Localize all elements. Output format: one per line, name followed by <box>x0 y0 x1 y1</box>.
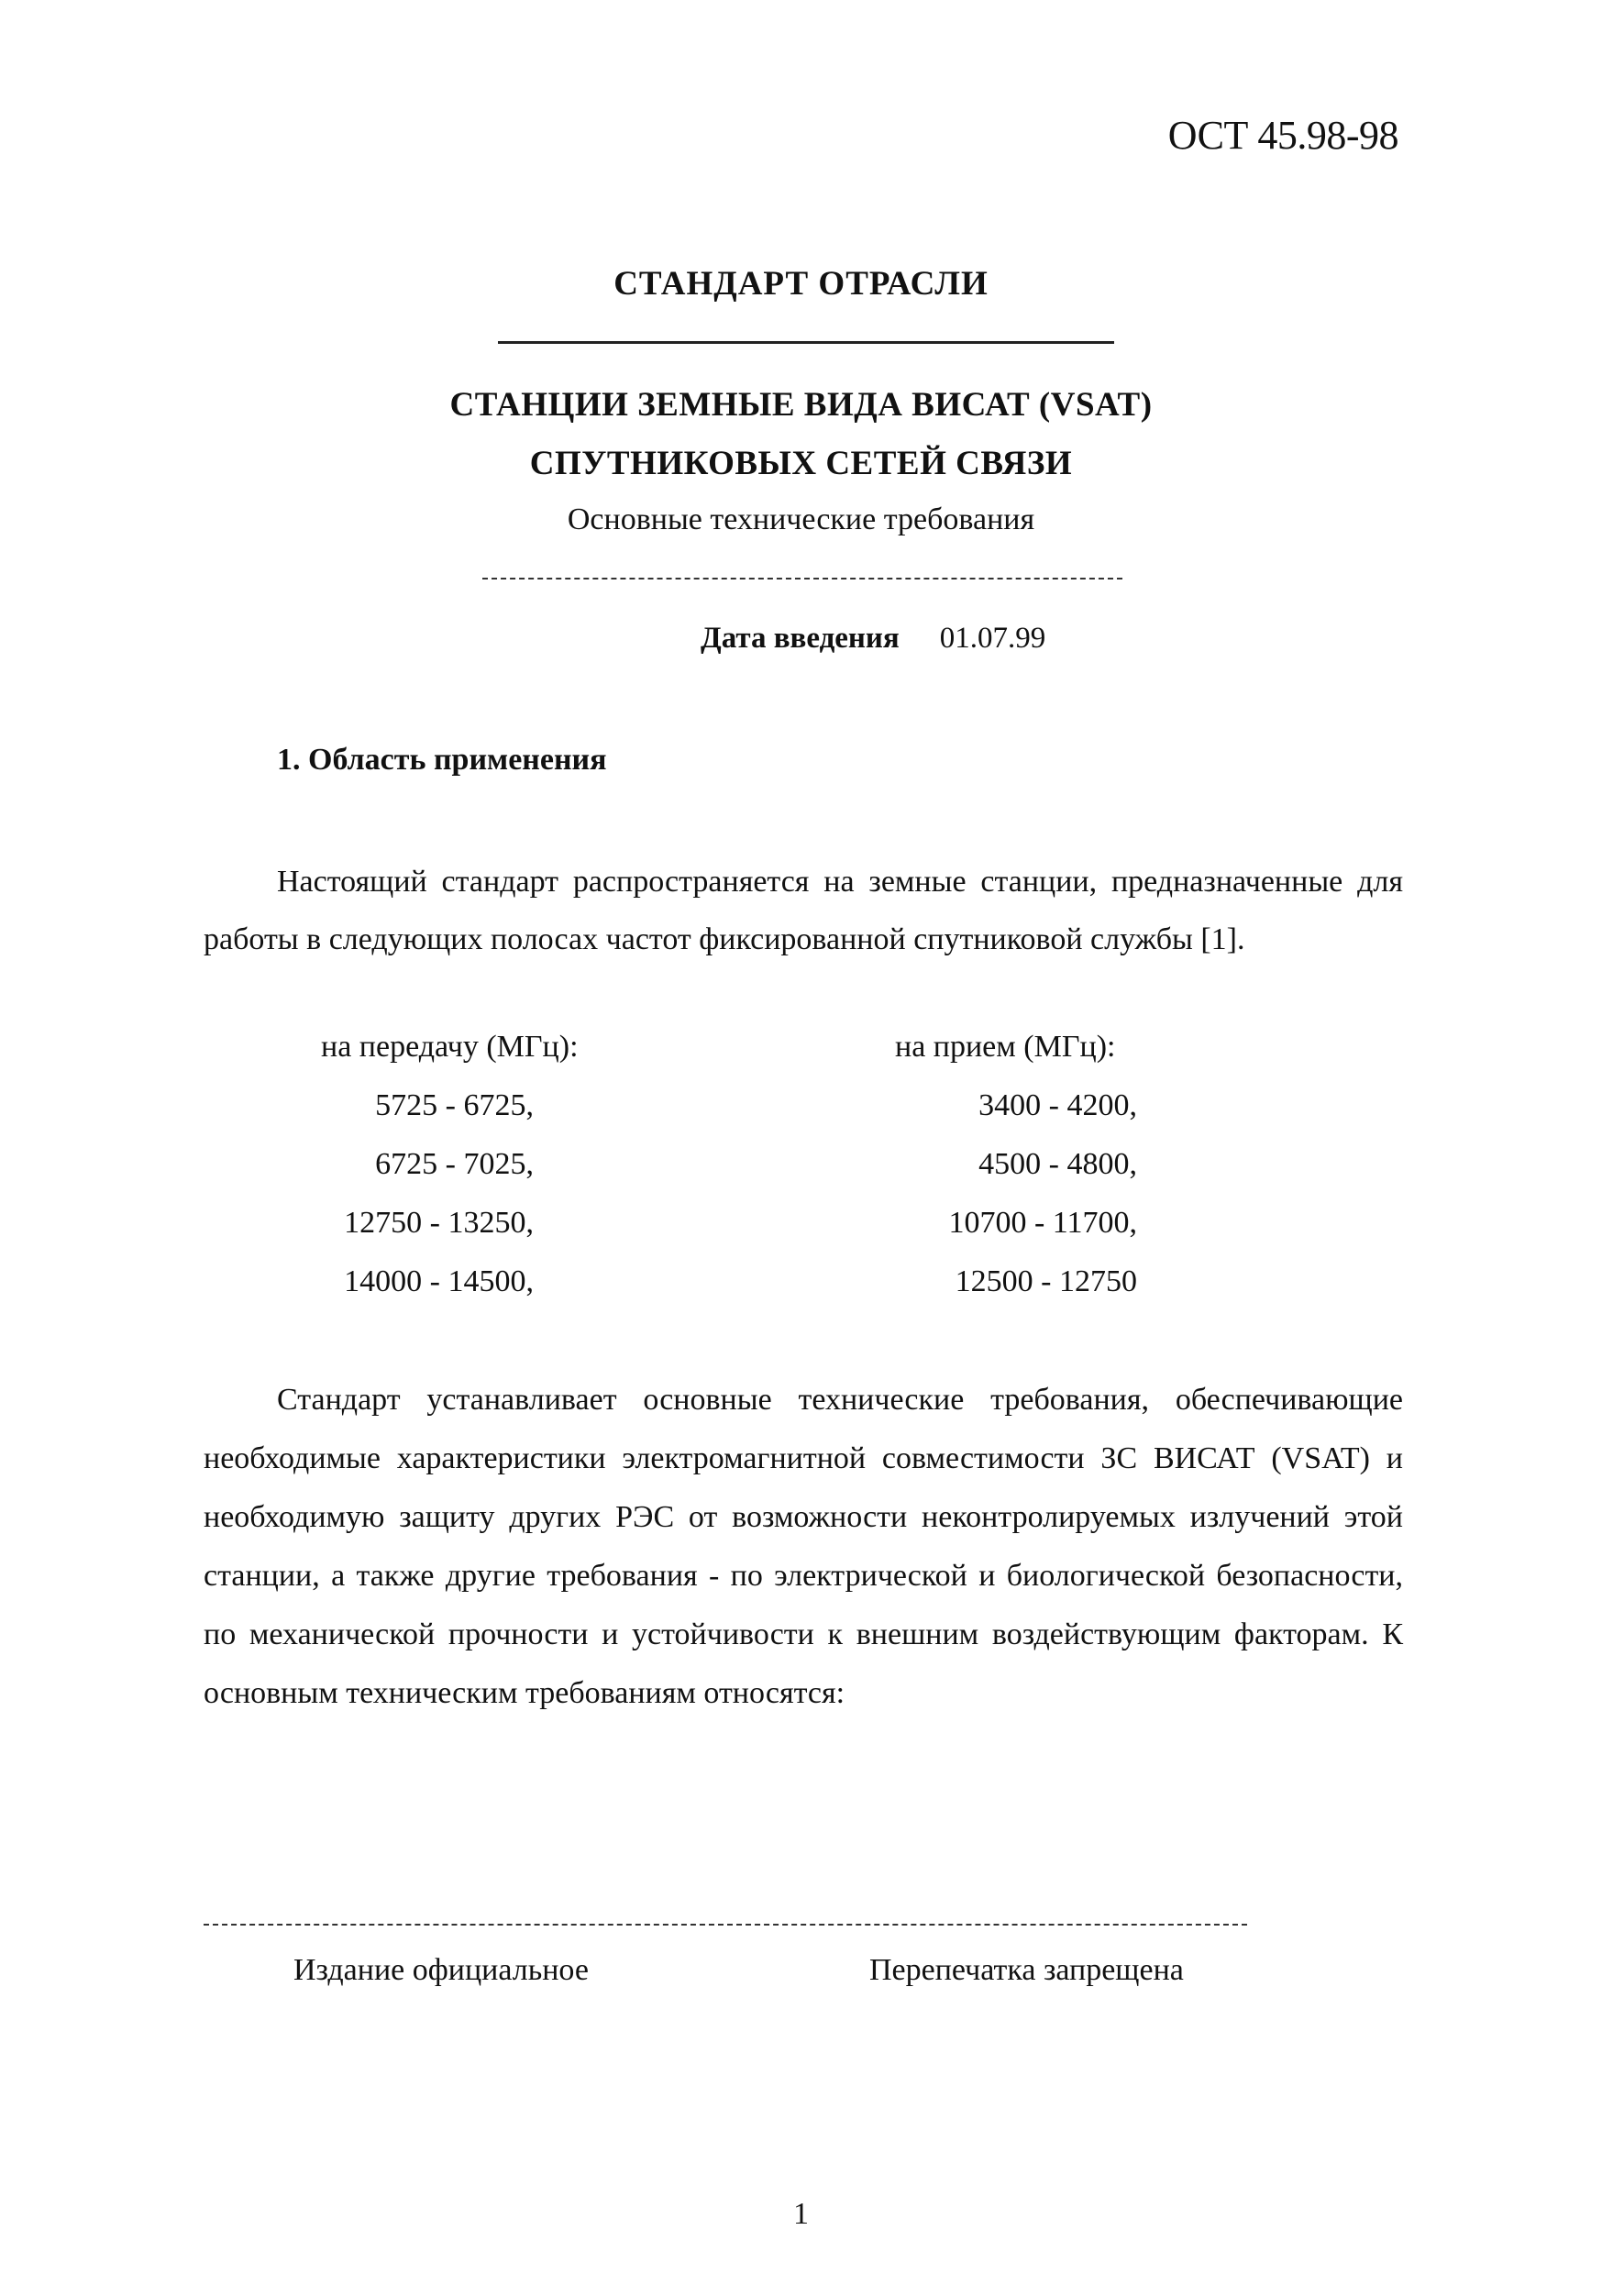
transmit-range: 12750 - 13250, <box>344 1206 534 1240</box>
document-subtitle: Основные технические требования <box>567 502 1035 536</box>
receive-range: 10700 - 11700, <box>948 1206 1137 1240</box>
footer-reprint: Перепечатка запрещена <box>869 1953 1184 1987</box>
receive-range: 12500 - 12750 <box>955 1264 1137 1298</box>
intro-date <box>701 622 1045 656</box>
divider-footer <box>204 1924 1247 1926</box>
receive-header: на прием (МГц): <box>895 1030 1116 1064</box>
document-title-line2: СПУТНИКОВЫХ СЕТЕЙ СВЯЗИ <box>529 445 1073 482</box>
transmit-range: 5725 - 6725, <box>375 1088 534 1122</box>
footer-edition: Издание официальное <box>293 1953 589 1987</box>
intro-date-value: 01.07.99 <box>939 622 1046 655</box>
transmit-range: 6725 - 7025, <box>375 1147 534 1181</box>
divider-middle <box>482 578 1122 580</box>
scope-paragraph: Настоящий стандарт распространяется на земные станции, предназначенные для работы в следующих полосах частот фиксированной спутниковой службы [1]. <box>204 865 1403 956</box>
receive-range: 4500 - 4800, <box>978 1147 1137 1181</box>
transmit-range: 14000 - 14500, <box>344 1264 534 1298</box>
standard-type: СТАНДАРТ ОТРАСЛИ <box>613 265 989 303</box>
requirements-paragraph: Стандарт устанавливает основные технические требования, обеспечивающие необходимые характеристики электромагнитной совместимости ЗС ВИСАТ (VSAT) и необходимую защиту других РЭС от возможности неконтролируемых излучений этой станции, а также другие требования - по электрической и биологической безопасности, по механической прочности и устойчивости к внешним воздействующим факторам. К основным техническим требованиям относятся: <box>204 1383 1403 1710</box>
section-heading: 1. Область применения <box>277 743 607 777</box>
receive-range: 3400 - 4200, <box>978 1088 1137 1122</box>
transmit-frequencies <box>321 1018 579 1311</box>
transmit-header: на передачу (МГц): <box>321 1030 579 1064</box>
intro-date-label: Дата введения <box>701 622 900 655</box>
document-code: ОСТ 45.98-98 <box>1167 113 1398 158</box>
document-title-line1: СТАНЦИИ ЗЕМНЫЕ ВИДА ВИСАТ (VSAT) <box>449 386 1153 424</box>
receive-frequencies <box>895 1018 1137 1311</box>
page-number: 1 <box>793 2197 809 2231</box>
divider-top <box>498 341 1114 344</box>
